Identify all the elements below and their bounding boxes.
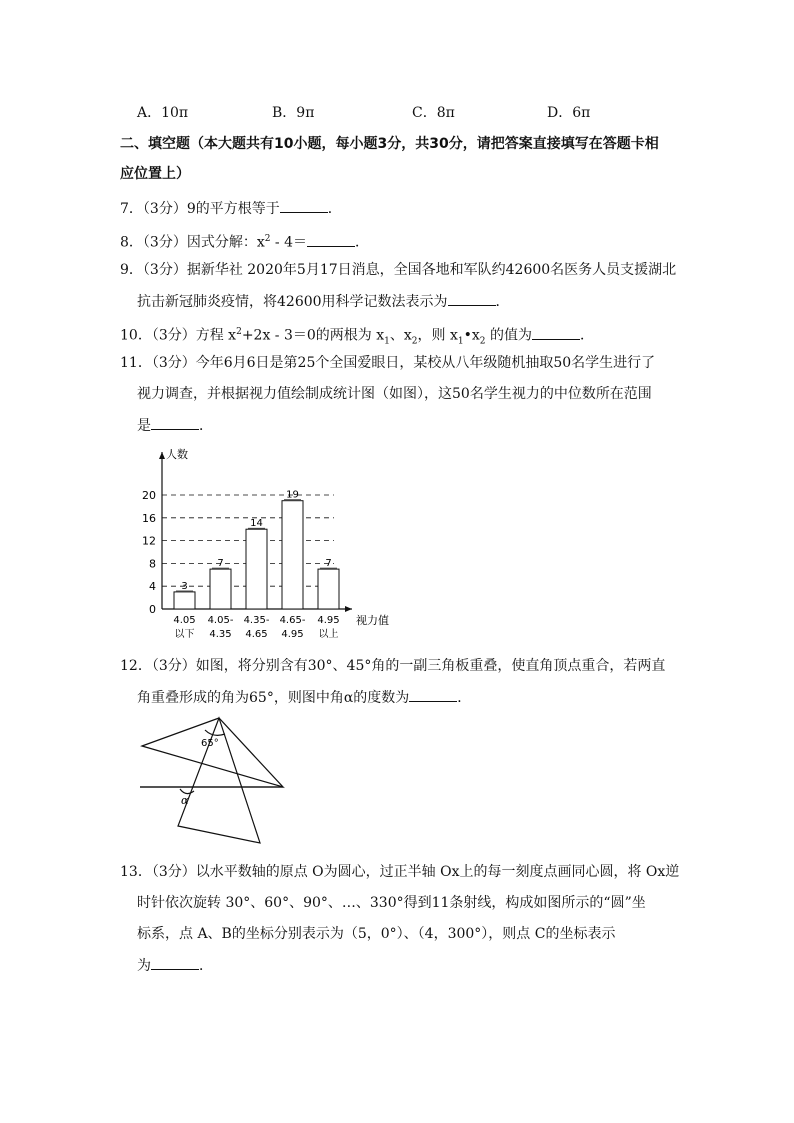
x-tick-label: 以下	[174, 629, 195, 640]
question-8	[120, 229, 369, 253]
alpha-label: α	[181, 794, 189, 807]
question-13-line4	[137, 955, 213, 976]
question-11-line1	[120, 353, 655, 373]
q10-text-e: •x	[463, 327, 480, 344]
q10-number: 10．	[120, 327, 152, 344]
bar-data-label: 7	[325, 558, 332, 570]
x-tick-label: 以上	[318, 629, 339, 640]
q8-text-a: （3分）因式分解：x	[142, 234, 265, 251]
q11-number: 11．	[120, 355, 152, 371]
q8-end: ．	[355, 234, 370, 251]
alpha-arc	[180, 789, 194, 794]
section-heading-line2: 应位置上）	[120, 166, 190, 182]
angle-65-arc	[205, 730, 225, 735]
x-tick-label: 4.65-	[279, 615, 306, 626]
bar-data-label: 19	[286, 489, 299, 501]
q10-text-d: ，则 x	[417, 327, 458, 344]
option-b: B．9π	[272, 105, 315, 121]
q12-number: 12．	[120, 658, 152, 674]
x-axis-arrow	[345, 606, 352, 612]
q10-sub2: 2	[411, 336, 418, 347]
q8-sup: 2	[264, 234, 271, 244]
q8-number: 8．	[120, 234, 143, 251]
q13-text-line4: 为	[137, 958, 151, 974]
q13-number: 13．	[120, 864, 152, 880]
q9-text-line2: 抗击新冠肺炎疫情，将42600用科学记数法表示为	[137, 294, 448, 310]
question-9-line2	[137, 291, 510, 312]
q7-number: 7．	[120, 201, 143, 217]
y-tick-label: 4	[149, 580, 156, 594]
question-7	[120, 198, 342, 219]
question-12-line2	[137, 687, 471, 708]
q11-text-line1: （3分）今年6月6日是第25个全国爱眼日，某校从八年级随机抽取50名学生进行了	[151, 355, 656, 371]
y-tick-label: 12	[142, 534, 156, 548]
q12-text-line2: 角重叠形成的角为65°，则图中角α的度数为	[137, 690, 410, 706]
triangle-30	[178, 718, 260, 843]
q11-answer-blank[interactable]	[151, 415, 199, 430]
q11-text-line3: 是	[137, 418, 151, 434]
q7-text: （3分）9的平方根等于	[142, 201, 280, 217]
q10-end: ．	[579, 327, 594, 344]
y-tick-label: 20	[142, 489, 156, 502]
x-tick-label: 4.65	[245, 629, 268, 640]
q11-end: ．	[199, 418, 213, 434]
bar	[210, 569, 231, 609]
q12-answer-blank[interactable]	[409, 687, 457, 702]
q12-end: ．	[457, 690, 472, 706]
q10-text-c: 、x	[389, 327, 412, 344]
q13-answer-blank[interactable]	[151, 955, 199, 970]
q8-answer-blank[interactable]	[307, 232, 355, 247]
q10-text-f: 的值为	[485, 327, 532, 344]
option-c: C．8π	[412, 105, 455, 121]
question-13-line2: 时针依次旋转 30°、60°、90°、…、330°得到11条射线，构成如图所示的“圆”坐	[137, 895, 646, 911]
y-tick-label: 16	[142, 511, 156, 525]
y-axis-label: 人数	[166, 448, 188, 461]
triangle-45	[142, 718, 283, 787]
bar	[282, 501, 303, 609]
q8-text-b: - 4＝	[270, 234, 308, 251]
q9-end: ．	[495, 294, 510, 310]
option-d: D．6π	[547, 105, 591, 121]
bar	[318, 569, 339, 609]
bar	[174, 592, 195, 609]
x-tick-label: 4.35	[209, 629, 232, 640]
q10-text-b: +2x - 3＝0的两根为 x	[241, 327, 385, 344]
y-tick-label: 8	[149, 557, 156, 571]
y-tick-label: 0	[149, 603, 156, 616]
question-9-line1	[120, 260, 676, 280]
bar-data-label: 7	[217, 558, 224, 570]
q10-text-a: （3分）方程 x	[151, 327, 237, 344]
angle-65-label: 65°	[201, 738, 219, 749]
q9-number: 9．	[120, 262, 143, 278]
x-tick-label: 4.05-	[207, 615, 234, 626]
question-11-line3	[137, 415, 213, 436]
q9-answer-blank[interactable]	[448, 291, 496, 306]
question-10	[120, 322, 594, 351]
x-tick-label: 4.05	[173, 615, 196, 626]
option-a: A．10π	[137, 105, 189, 121]
q10-sup: 2	[236, 327, 242, 337]
question-12-line1	[120, 656, 665, 676]
section-heading-line1: 二、填空题（本大题共有10小题，每小题3分，共30分，请把答案直接填写在答题卡相	[120, 136, 659, 152]
question-13-line3: 标系，点 A、B的坐标分别表示为（5，0°）、（4，300°），则点 C的坐标表示	[137, 926, 616, 942]
x-axis-label: 视力值	[356, 614, 389, 627]
q10-sub1: 1	[384, 336, 390, 347]
q10-sub4: 2	[479, 336, 486, 347]
y-axis-arrow	[159, 452, 165, 459]
q13-text-line1: （3分）以水平数轴的原点 O为圆心，过正半轴 Ox上的每一刻度点画同心圆，将 Ox逆	[151, 864, 680, 880]
q9-text-line1: （3分）据新华社 2020年5月17日消息，全国各地和军队约42600名医务人员支援湖北	[142, 262, 677, 278]
question-13-line1	[120, 862, 679, 882]
x-tick-label: 4.95	[317, 615, 340, 626]
bar	[246, 529, 267, 609]
bar-data-label: 14	[250, 518, 263, 530]
question-11-line2: 视力调查，并根据视力值绘制成统计图（如图），这50名学生视力的中位数所在范围	[137, 386, 652, 402]
q7-end: ．	[327, 201, 342, 217]
x-tick-label: 4.95	[281, 629, 304, 640]
q10-sub3: 1	[457, 336, 464, 347]
bar-data-label: 3	[181, 580, 188, 592]
q10-answer-blank[interactable]	[532, 325, 580, 340]
x-tick-label: 4.35-	[243, 615, 270, 626]
q13-end: ．	[199, 958, 213, 974]
q12-text-line1: （3分）如图，将分别含有30°、45°角的一副三角板重叠，使直角顶点重合，若两直	[151, 658, 666, 674]
q7-answer-blank[interactable]	[280, 198, 328, 213]
